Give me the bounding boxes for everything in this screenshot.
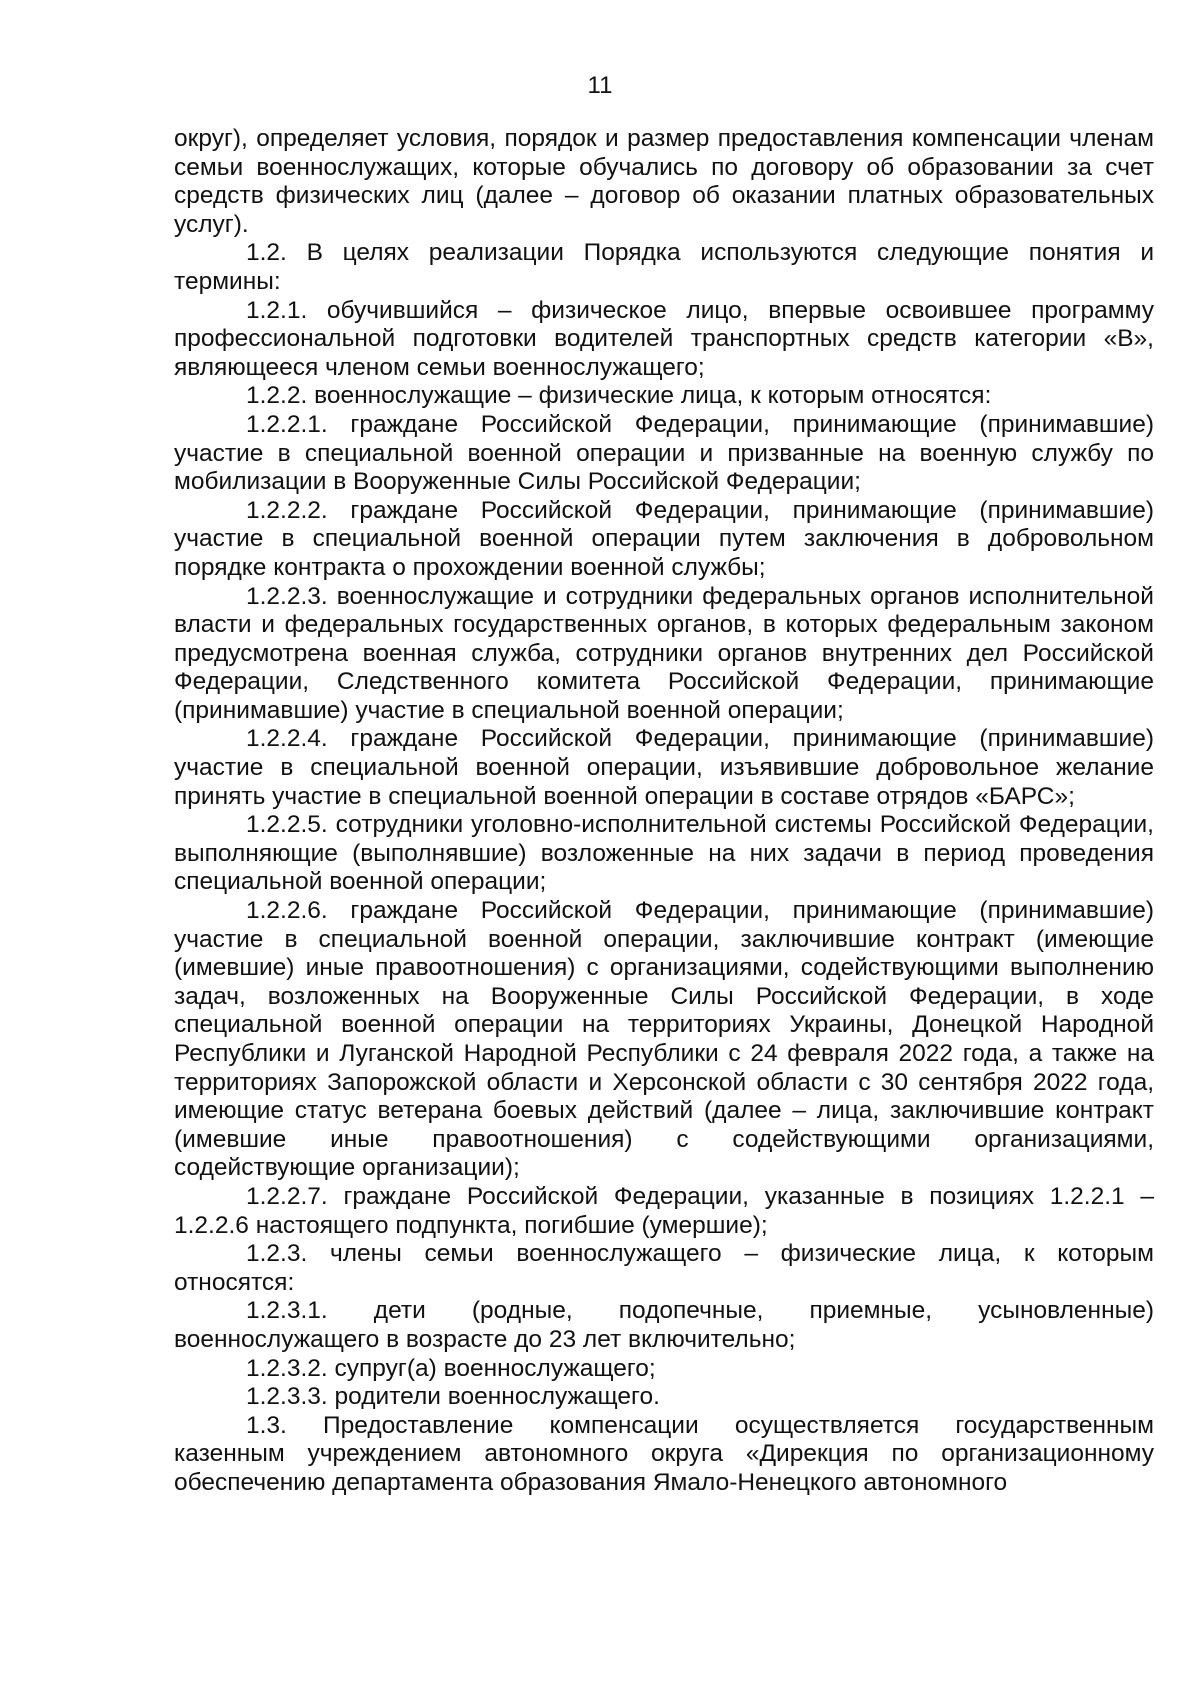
paragraph-1-2-2-5: 1.2.2.5. сотрудники уголовно-исполнительной системы Российской Федерации, выполняющие (выполнявшие) возложенные на них задачи в период проведения специальной военной операции; (174, 811, 1154, 896)
paragraph-1-3: 1.3. Предоставление компенсации осуществляется государственным казенным учреждением автономного округа «Дирекция по организационному обеспечению департамента образования Ямало-Ненецкого автономного (174, 1411, 1154, 1496)
paragraph-1-2-2-2: 1.2.2.2. граждане Российской Федерации, принимающие (принимавшие) участие в специальной военной операции путем заключения в добровольном порядке контракта о прохождении военной службы; (174, 496, 1154, 581)
page-number: 11 (587, 72, 613, 99)
paragraph-1-2-2-4: 1.2.2.4. граждане Российской Федерации, принимающие (принимавшие) участие в специальной военной операции, изъявившие добровольное желание принять участие в специальной военной операции в составе отрядов «БАРС»; (174, 725, 1154, 810)
paragraph-1-2-2-7: 1.2.2.7. граждане Российской Федерации, указанные в позициях 1.2.2.1 – 1.2.2.6 настоящего подпункта, погибшие (умершие); (174, 1182, 1154, 1239)
paragraph-1-2-3: 1.2.3. члены семьи военнослужащего – физические лица, к которым относятся: (174, 1240, 1154, 1296)
paragraph-1-2-2: 1.2.2. военнослужащие – физические лица, к которым относятся: (246, 382, 992, 410)
paragraph-1-2-3-2: 1.2.3.2. супруг(а) военнослужащего; (246, 1354, 656, 1382)
document-body (174, 125, 1154, 1498)
paragraph-1-2-1: 1.2.1. обучившийся – физическое лицо, впервые освоившее программу профессиональной подготовки водителей транспортных средств категории «В», являющееся членом семьи военнослужащего; (174, 296, 1154, 381)
paragraph-continuation: округ), определяет условия, порядок и размер предоставления компенсации членам семьи военнослужащих, которые обучались по договору об образовании за счет средств физических лиц (далее – договор об оказании платных образовательных услуг). (174, 125, 1154, 238)
paragraph-1-2-2-6: 1.2.2.6. граждане Российской Федерации, принимающие (принимавшие) участие в специальной военной операции, заключившие контракт (имеющие (имевшие) иные правоотношения) с организациями, содействующими выполнению задач, возложенных на Вооруженные Силы Российской Федерации, в ходе специальной военной операции на территориях Украины, Донецкой Народной Республики и Луганской Народной Республики с 24 февраля 2022 года, а также на территориях Запорожской области и Херсонской области с 30 сентября 2022 года, имеющие статус ветерана боевых действий (далее – лица, заключившие контракт (имевшие иные правоотношения) с содействующими организациями, содействующие организации); (174, 897, 1154, 1182)
paragraph-1-2: 1.2. В целях реализации Порядка используются следующие понятия и термины: (174, 239, 1154, 295)
paragraph-1-2-3-1: 1.2.3.1. дети (родные, подопечные, приемные, усыновленные) военнослужащего в возрасте до 23 лет включительно; (174, 1297, 1154, 1353)
paragraph-1-2-2-1: 1.2.2.1. граждане Российской Федерации, принимающие (принимавшие) участие в специальной военной операции и призванные на военную службу по мобилизации в Вооруженные Силы Российской Федерации; (174, 410, 1154, 496)
paragraph-1-2-2-3: 1.2.2.3. военнослужащие и сотрудники федеральных органов исполнительной власти и федеральных государственных органов, в которых федеральным законом предусмотрена военная служба, сотрудники органов внутренних дел Российской Федерации, Следственного комитета Российской Федерации, принимающие (принимавшие) участие в специальной военной операции; (174, 582, 1154, 724)
paragraph-1-2-3-3: 1.2.3.3. родители военнослужащего. (246, 1383, 660, 1411)
